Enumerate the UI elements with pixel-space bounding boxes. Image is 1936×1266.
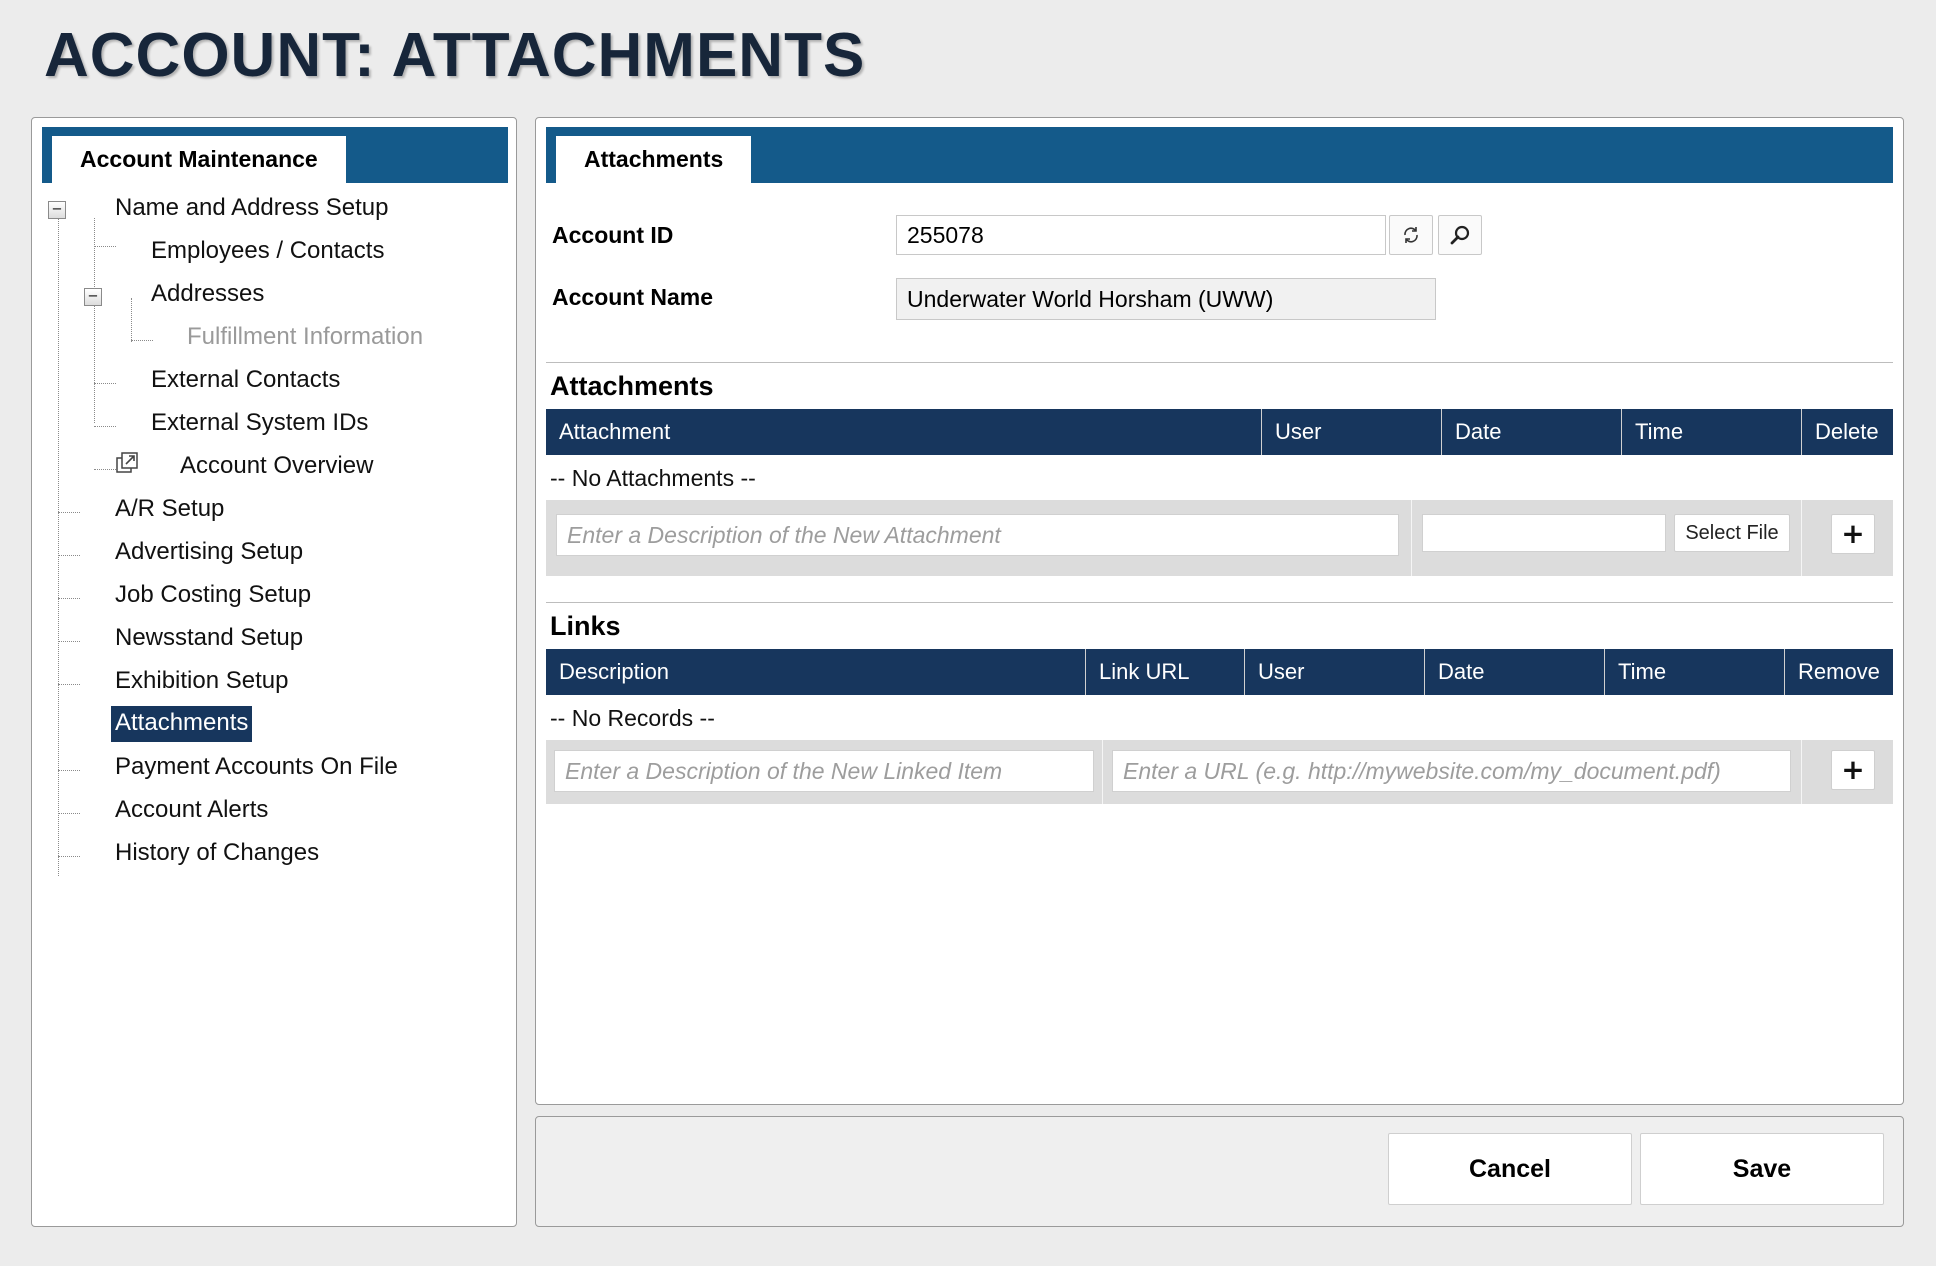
lookup-button[interactable] xyxy=(1438,215,1482,255)
links-empty-message: -- No Records -- xyxy=(550,705,715,731)
nav-item-exhibition-setup[interactable]: Exhibition Setup xyxy=(115,667,289,694)
page-title: ACCOUNT: ATTACHMENTS xyxy=(44,21,866,90)
nav-item-advertising-setup[interactable]: Advertising Setup xyxy=(115,538,304,565)
new-attachment-row xyxy=(546,500,1893,576)
nav-item-account-alerts[interactable]: Account Alerts xyxy=(115,796,269,823)
attachment-description-input[interactable] xyxy=(556,514,1399,556)
search-icon xyxy=(1449,224,1471,246)
nav-tab-bar xyxy=(42,127,508,183)
column-delete[interactable]: Delete xyxy=(1815,419,1879,444)
column-description[interactable]: Description xyxy=(546,649,1086,695)
account-name-label: Account Name xyxy=(552,284,714,310)
nav-item-account-overview[interactable]: Account Overview xyxy=(180,452,374,479)
column-user[interactable]: User xyxy=(1262,409,1442,455)
column-time[interactable]: Time xyxy=(1605,649,1785,695)
account-name-field xyxy=(896,278,1436,320)
attachments-panel xyxy=(535,117,1904,1105)
column-date[interactable]: Date xyxy=(1425,649,1605,695)
column-link-url[interactable]: Link URL xyxy=(1086,649,1245,695)
nav-item-payment-accounts-on-file[interactable]: Payment Accounts On File xyxy=(115,753,398,780)
attachments-empty-message: -- No Attachments -- xyxy=(550,465,756,491)
external-link-icon xyxy=(116,452,138,474)
attachments-section-title: Attachments xyxy=(546,362,1893,408)
nav-tree xyxy=(32,188,518,988)
attachments-grid-header xyxy=(546,409,1893,455)
nav-item-attachments[interactable]: Attachments xyxy=(111,706,252,742)
nav-item-fulfillment-information: Fulfillment Information xyxy=(187,323,424,350)
nav-item-name-and-address-setup[interactable]: Name and Address Setup xyxy=(115,194,389,221)
tab-account-maintenance[interactable]: Account Maintenance xyxy=(52,136,346,183)
new-link-row xyxy=(546,740,1893,804)
footer-bar xyxy=(535,1116,1904,1227)
refresh-icon xyxy=(1401,225,1421,245)
link-description-input[interactable] xyxy=(554,750,1094,792)
account-id-label: Account ID xyxy=(552,222,674,248)
nav-item-external-system-ids[interactable]: External System IDs xyxy=(151,409,369,436)
link-url-input[interactable] xyxy=(1112,750,1791,792)
account-id-input[interactable] xyxy=(896,215,1386,255)
account-maintenance-panel xyxy=(31,117,517,1227)
nav-item-job-costing-setup[interactable]: Job Costing Setup xyxy=(115,581,312,608)
column-date[interactable]: Date xyxy=(1442,409,1622,455)
select-file-button[interactable]: Select File xyxy=(1674,514,1790,552)
save-button[interactable]: Save xyxy=(1640,1133,1884,1205)
column-user[interactable]: User xyxy=(1245,649,1425,695)
refresh-button[interactable] xyxy=(1389,215,1433,255)
column-time[interactable]: Time xyxy=(1622,409,1802,455)
nav-item-ar-setup[interactable]: A/R Setup xyxy=(115,495,225,522)
attachment-file-input[interactable] xyxy=(1422,514,1666,552)
nav-item-employees-contacts[interactable]: Employees / Contacts xyxy=(151,237,385,264)
cancel-button[interactable]: Cancel xyxy=(1388,1133,1632,1205)
links-section-title: Links xyxy=(546,602,1893,648)
main-tab-bar xyxy=(546,127,1893,183)
collapse-addresses-icon[interactable]: − xyxy=(84,288,102,306)
collapse-name-address-icon[interactable]: − xyxy=(48,201,66,219)
nav-item-external-contacts[interactable]: External Contacts xyxy=(151,366,341,393)
nav-item-history-of-changes[interactable]: History of Changes xyxy=(115,839,320,866)
nav-item-addresses[interactable]: Addresses xyxy=(151,280,265,307)
add-attachment-button[interactable]: + xyxy=(1831,514,1875,554)
column-remove[interactable]: Remove xyxy=(1798,659,1880,684)
nav-item-newsstand-setup[interactable]: Newsstand Setup xyxy=(115,624,304,651)
column-attachment[interactable]: Attachment xyxy=(546,409,1262,455)
links-grid-header xyxy=(546,649,1893,695)
tab-attachments[interactable]: Attachments xyxy=(556,136,751,183)
add-link-button[interactable]: + xyxy=(1831,750,1875,790)
